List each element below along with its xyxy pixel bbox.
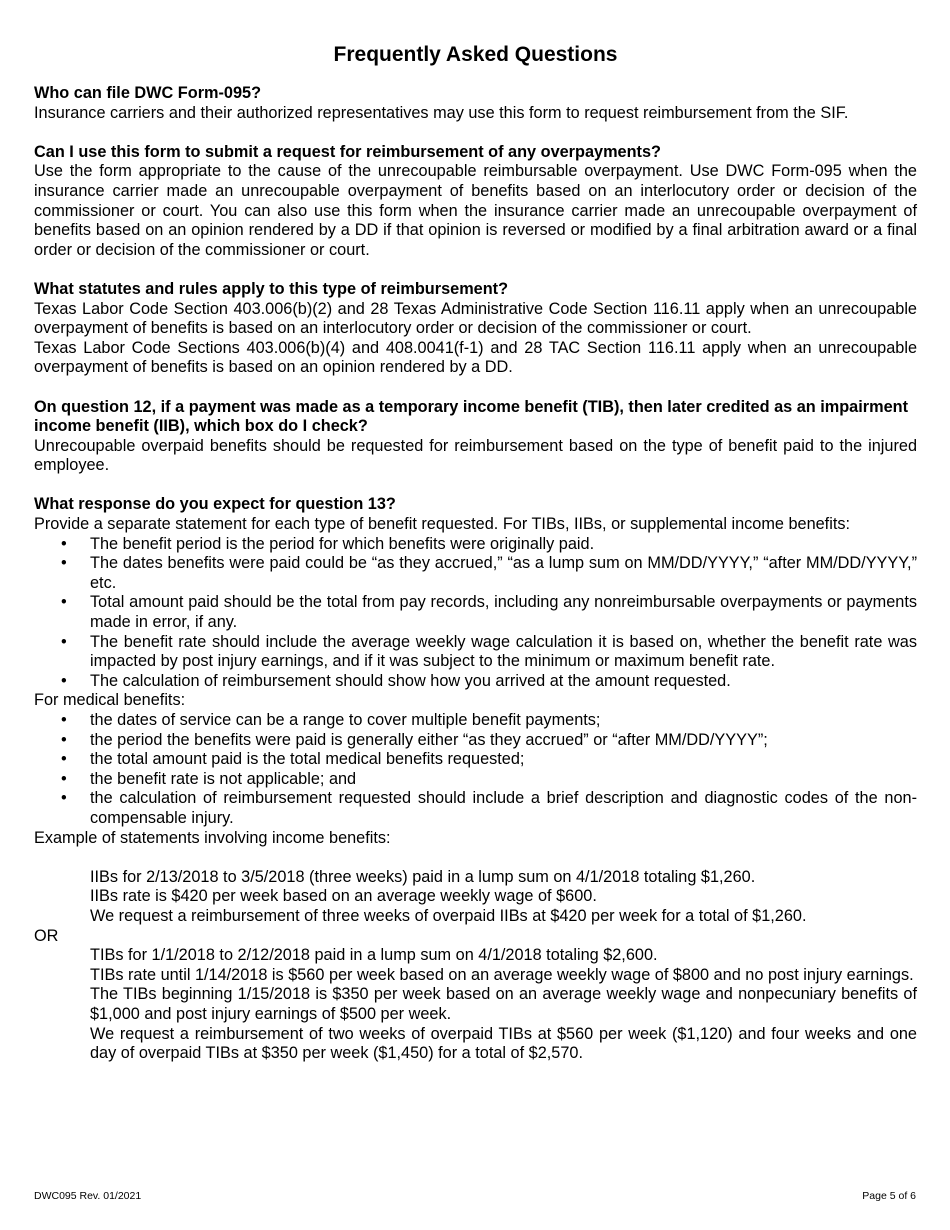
faq-question-13 — [34, 495, 917, 1063]
example-line: We request a reimbursement of two weeks of overpaid TIBs at $560 per week ($1,120) and four weeks and one day of overpaid TIBs at $350 per week ($1,450) for a total of $2,570. — [90, 1024, 917, 1063]
list-item: • the total amount paid is the total medical benefits requested; — [90, 750, 917, 770]
faq-who-can-file — [34, 84, 917, 123]
faq-question-12 — [34, 398, 917, 476]
page-title: Frequently Asked Questions — [333, 43, 618, 66]
faq-answer: Texas Labor Code Sections 403.006(b)(4) and 408.0041(f-1) and 28 TAC Section 116.11 apply when an unrecoupable overpayment of benefits is based on an opinion rendered by a DD. — [34, 338, 917, 377]
or-separator: OR — [34, 926, 59, 945]
example-tib — [34, 946, 917, 1064]
income-benefit-list — [34, 535, 917, 692]
faq-answer: Unrecoupable overpaid benefits should be requested for reimbursement based on the type of benefit paid to the injured employee. — [34, 436, 917, 475]
example-line: IIBs for 2/13/2018 to 3/5/2018 (three weeks) paid in a lump sum on 4/1/2018 totaling $1,260. — [90, 867, 756, 886]
example-line: TIBs rate until 1/14/2018 is $560 per week based on an average weekly wage of $800 and no post injury earnings. — [90, 965, 914, 984]
list-item: • Total amount paid should be the total from pay records, including any nonreimbursable overpayments or payments made in error, if any. — [90, 593, 917, 632]
example-iib — [34, 868, 917, 927]
list-item: • The dates benefits were paid could be “as they accrued,” “as a lump sum on MM/DD/YYYY,” “after MM/DD/YYYY,” etc. — [90, 554, 917, 593]
document-page — [34, 42, 917, 1064]
page-number-footer: Page 5 of 6 — [862, 1190, 916, 1202]
list-item: • the benefit rate is not applicable; and — [90, 770, 917, 790]
example-line: The TIBs beginning 1/15/2018 is $350 per week based on an average weekly wage and nonpecuniary benefits of $1,000 and post injury earnings of $500 per week. — [90, 985, 917, 1023]
faq-question: What statutes and rules apply to this type of reimbursement? — [34, 279, 509, 298]
faq-statutes — [34, 280, 917, 378]
faq-answer: Texas Labor Code Section 403.006(b)(2) and 28 Texas Administrative Code Section 116.11 apply when an unrecoupable overpayment of benefits is based on an interlocutory order or decision of the commissioner or court. — [34, 299, 917, 338]
list-item: • the calculation of reimbursement requested should include a brief description and diagnostic codes of the non-compensable injury. — [90, 789, 917, 828]
form-revision-footer: DWC095 Rev. 01/2021 — [34, 1190, 142, 1202]
medical-intro: For medical benefits: — [34, 691, 186, 710]
faq-answer: Use the form appropriate to the cause of the unrecoupable reimbursable overpayment. Use DWC Form-095 when the insurance carrier made an unrecoupable overpayment of benefits based on an interlocutory order or decision of the commissioner or court. You can also use this form when the insurance carrier made an unrecoupable overpayment of benefits based on an opinion rendered by a DD if that opinion is reversed or modified by a final arbitration award or a final order or decision of the commissioner or court. — [34, 162, 917, 259]
faq-answer: Provide a separate statement for each type of benefit requested. For TIBs, IIBs, or supplemental income benefits: — [34, 515, 851, 534]
faq-answer: Insurance carriers and their authorized representatives may use this form to request reimbursement from the SIF. — [34, 103, 849, 122]
faq-question: On question 12, if a payment was made as a temporary income benefit (TIB), then later credited as an impairment income benefit (IIB), which box do I check? — [34, 397, 908, 436]
faq-question: Can I use this form to submit a request for reimbursement of any overpayments? — [34, 142, 661, 161]
list-item: • The calculation of reimbursement should show how you arrived at the amount requested. — [90, 672, 917, 692]
example-line: IIBs rate is $420 per week based on an average weekly wage of $600. — [90, 887, 597, 906]
list-item: • The benefit rate should include the average weekly wage calculation it is based on, whether the benefit rate was impacted by post injury earnings, and if it was subject to the minimum or maximum benefit rate. — [90, 633, 917, 672]
list-item: • the dates of service can be a range to cover multiple benefit payments; — [90, 711, 917, 731]
list-item: • The benefit period is the period for which benefits were originally paid. — [90, 535, 917, 555]
faq-overpayments — [34, 143, 917, 261]
faq-question: Who can file DWC Form-095? — [34, 84, 262, 102]
example-intro: Example of statements involving income benefits: — [34, 828, 391, 847]
list-item: • the period the benefits were paid is generally either “as they accrued” or “after MM/DD/YYYY”; — [90, 731, 917, 751]
example-line: We request a reimbursement of three weeks of overpaid IIBs at $420 per week for a total of $1,260. — [90, 906, 807, 925]
medical-benefit-list — [34, 711, 917, 829]
example-line: TIBs for 1/1/2018 to 2/12/2018 paid in a lump sum on 4/1/2018 totaling $2,600. — [90, 946, 658, 965]
faq-question: What response do you expect for question 13? — [34, 495, 396, 514]
